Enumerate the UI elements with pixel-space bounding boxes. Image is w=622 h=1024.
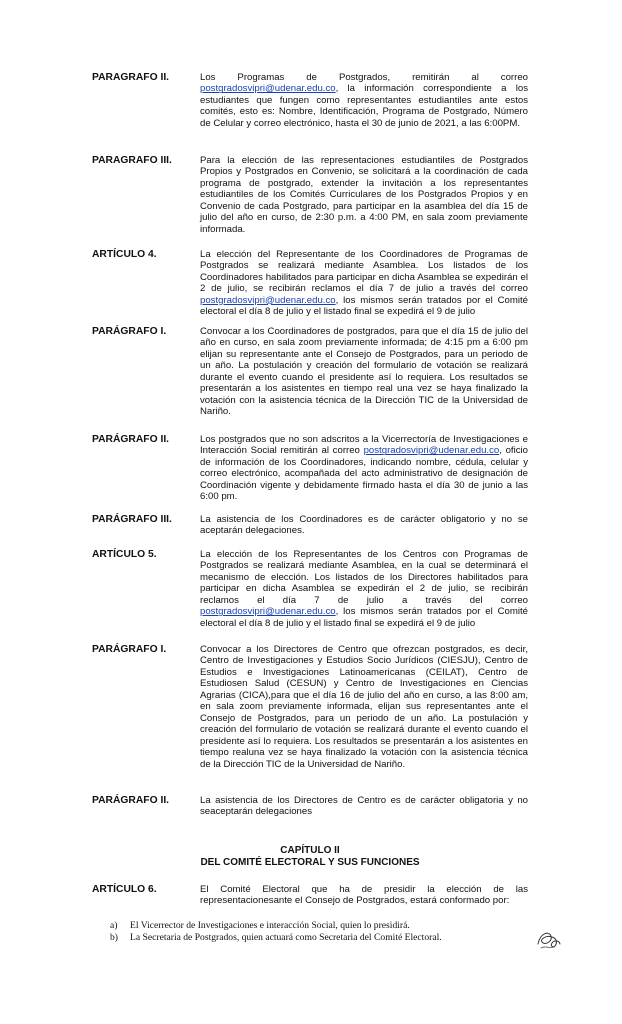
text-part: , los mismos serán tratados por el Comité electoral el día 8 de julio y el listado final se expedirá el 9 de julio bbox=[200, 606, 528, 629]
section-text: Para la elección de las representaciones estudiantiles de Postgrados Propios y Postgrados en Convenio, se solicitará a la coordinación de cada programa de postgrado, extender la invitación a los representantes estudiantiles de los Comités Curriculares de los Postgrados Propios y en Convenio de cada Postgrado, para participar en la asamblea del día 15 de julio del año en curso, de 2:30 p.m. a 4:00 PM, en sala zoom previamente informada. bbox=[200, 155, 528, 235]
section-text: Convocar a los Directores de Centro que ofrezcan postgrados, es decir, Centro de Investigaciones y Estudios Socio Jurídicos (CIESJU), Centro de Estudios e Investigaciones Latinoamericanas (CEILAT), Centro de Estudiosen Salud (CESUN) y Centro de Investigaciones en Ciencias Agrarias (CICA),para que el día 16 de julio del año en curso, a las 8:00 am, en sala zoom previamente informada, elijan sus representantes ante el Consejo de Postgrados, para un periodo de un año. La postulación y creación del formulario de votación se realizará durante el evento cuando el presidente así lo requiera. Los resultados se presentarán a los asistentes en tiempo realuna vez se haya finalizado la votación con la asistencia técnica de la Dirección TIC de la Universidad de Nariño. bbox=[200, 644, 528, 770]
text-part: Los postgrados que no son adscritos a la Vicerrectoría de Investigaciones e Interacción Social remitirán al correo bbox=[200, 434, 528, 457]
list-item bbox=[110, 920, 530, 932]
section-text: La asistencia de los Directores de Centro es de carácter obligatoria y no seaceptarán delegaciones bbox=[200, 795, 528, 818]
text-part: La elección de los Representantes de los Centros con Programas de Postgrados se realizará mediante Asamblea, en la cual se determinará el mecanismo de elección. Los listados de los Directores habilitados para participar en dicha Asamblea se expedirán el 2 de julio, se recibirán reclamos el día 7 de julio a través del correo bbox=[200, 549, 528, 606]
chapter-title: DEL COMITÉ ELECTORAL Y SUS FUNCIONES bbox=[200, 856, 420, 868]
section-label: ARTÍCULO 4. bbox=[92, 249, 157, 260]
section-text bbox=[200, 249, 528, 318]
list-marker: a) bbox=[110, 920, 118, 931]
section-text: La asistencia de los Coordinadores es de carácter obligatorio y no se aceptarán delegaciones. bbox=[200, 514, 528, 537]
text-part: , los mismos serán tratados por el Comité electoral el día 8 de julio y el listado final se expedirá el 9 de julio bbox=[200, 294, 528, 318]
section-label: PARAGRAFO III. bbox=[92, 155, 172, 166]
section-label: PARÁGRAFO I. bbox=[92, 326, 167, 337]
list-item-text: El Vicerrector de Investigaciones e interacción Social, quien lo presidirá. bbox=[130, 920, 410, 931]
list-marker: b) bbox=[110, 931, 118, 943]
chapter-heading bbox=[92, 845, 528, 868]
section-text: Convocar a los Coordinadores de postgrados, para que el día 15 de julio del año en curso, en sala zoom previamente informada; de 4:15 pm a 6:00 pm elijan su representante ante el Consejo de Postgrados, para un periodo de un año. La postulación y creación del formulario de votación se realizará durante el evento cuando el presidente así lo requiera. Los resultados se presentarán a los asistentes en tiempo real una vez se haya finalizado la votación con la asistencia técnica de la Dirección TIC de la Universidad de Nariño. bbox=[200, 326, 528, 418]
section-label: ARTÍCULO 5. bbox=[92, 549, 157, 560]
text-part: , oficio de información de los Coordinadores, indicando nombre, cédula, celular y correo electrónico, acompañada del acto administrativo de designación de Coordinación vigente y debidamente firmado hasta el día 30 de junio a las 6:00 pm. bbox=[200, 445, 528, 503]
section-label: PARÁGRAFO III. bbox=[92, 514, 172, 525]
section-label: PARAGRAFO II. bbox=[92, 72, 170, 83]
email-link[interactable]: postgradosvipri@udenar.edu.co bbox=[200, 83, 336, 95]
section-label: ARTÍCULO 6. bbox=[92, 884, 157, 895]
section-text: El Comité Electoral que ha de presidir la elección de las representacionesante el Consejo de Postgrados, estará conformado por: bbox=[200, 884, 528, 907]
section-label: PARÁGRAFO I. bbox=[92, 644, 167, 655]
list-item bbox=[110, 932, 530, 944]
committee-list bbox=[110, 920, 530, 943]
text-part: , la información correspondiente a los estudiantes que fungen como representantes estudiantiles ante estos comités, esto es: Nombre, Identificación, Programa de Postgrado, Número de Celular y correo electrónico, hasta el 30 de junio de 2021, a las 6:00PM. bbox=[200, 83, 528, 129]
signature-mark bbox=[534, 926, 562, 952]
section-label: PARÁGRAFO II. bbox=[92, 795, 170, 806]
list-item-text: La Secretaria de Postgrados, quien actuará como Secretaria del Comité Electoral. bbox=[130, 931, 442, 943]
text-part: Los Programas de Postgrados, remitirán al correo bbox=[200, 72, 528, 83]
email-link[interactable]: postgradosvipri@udenar.edu.co bbox=[200, 294, 336, 306]
email-link[interactable]: postgradosvipri@udenar.edu.co bbox=[363, 445, 500, 457]
section-text bbox=[200, 72, 528, 129]
section-text bbox=[200, 434, 528, 503]
section-label: PARÁGRAFO II. bbox=[92, 434, 170, 445]
text-part: La elección del Representante de los Coordinadores de Programas de Postgrados se realizará mediante Asamblea. Los listados de los Coordinadores habilitados para participar en dicha Asamblea se expedirán el 2 de julio, se recibirán reclamos el día 7 de julio a través del correo bbox=[200, 249, 528, 295]
section-text bbox=[200, 549, 528, 629]
email-link[interactable]: postgradosvipri@udenar.edu.co bbox=[200, 606, 336, 618]
chapter-number: CAPÍTULO II bbox=[280, 845, 340, 856]
